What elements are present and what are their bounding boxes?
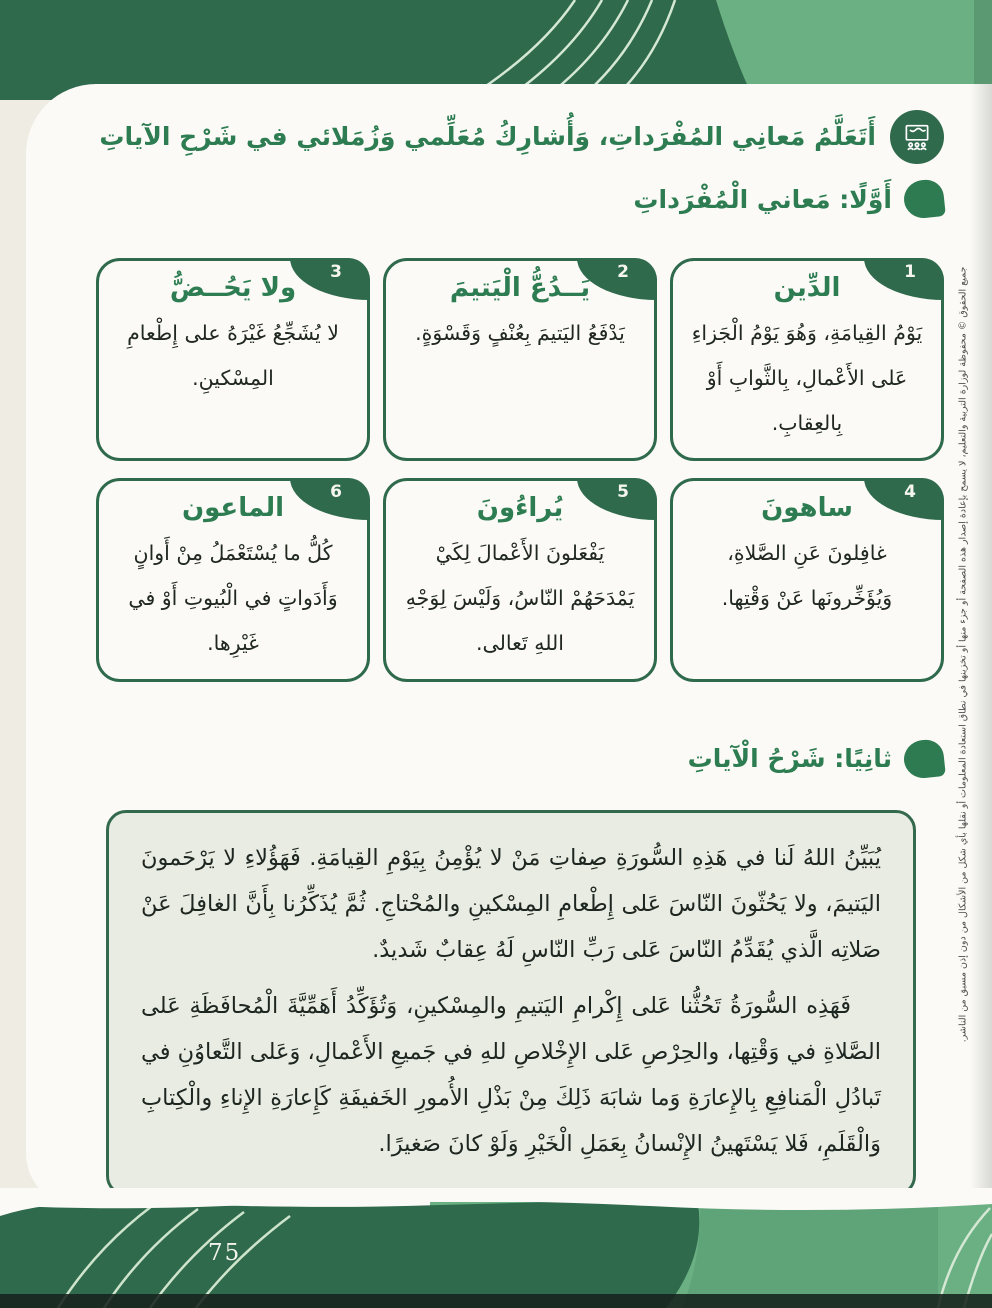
lesson-header xyxy=(96,110,944,164)
card-number: 6 xyxy=(330,482,342,503)
section1-heading-row xyxy=(96,180,944,218)
vocab-term: الماعون xyxy=(181,493,285,524)
bottom-decorative-band xyxy=(0,1188,992,1308)
vocab-term: يُراءُونَ xyxy=(476,493,564,524)
vocab-card-5 xyxy=(383,478,657,681)
vocab-definition: غافِلونَ عَنِ الصَّلاةِ، وَيُؤَخِّرونَها عَنْ وَقْتِها. xyxy=(721,541,893,611)
card-number: 4 xyxy=(904,482,916,503)
section2-heading-row xyxy=(96,740,944,778)
vocab-term: الدِّين xyxy=(773,273,841,303)
lesson-objective-title: أَتَعَلَّمُ مَعانِي المُفْرَداتِ، وَأُشارِكُ مُعَلِّمي وَزُمَلائي في شَرْحِ الآياتِ xyxy=(99,122,876,152)
vocab-term: ساهونَ xyxy=(761,493,853,524)
vocab-term: يَــدُعُّ الْيَتيمَ xyxy=(449,273,591,303)
vocab-card-4 xyxy=(670,478,944,681)
vocab-card-2 xyxy=(383,258,657,461)
leaf-bullet-icon xyxy=(902,738,946,780)
section2-heading: ثانِيًا: شَرْحُ الْآياتِ xyxy=(687,744,892,774)
page-number: 75 xyxy=(208,1240,242,1266)
section1-heading: أَوَّلًا: مَعاني الْمُفْرَداتِ xyxy=(633,184,892,214)
verses-explanation-box xyxy=(106,810,916,1197)
vocab-definition: لا يُشَجِّعُ غَيْرَهُ على إِطْعامِ المِسْكينِ. xyxy=(127,321,339,391)
vocab-definition: يَوْمُ القِيامَةِ، وَهُوَ يَوْمُ الْجَزاءِ عَلى الأَعْمالِ، بِالثَّوابِ أَوْ بِالعِقابِ. xyxy=(691,321,923,436)
card-number: 1 xyxy=(904,262,916,282)
page-body xyxy=(26,84,992,1208)
vocab-definition: يَفْعَلونَ الأَعْمالَ لِكَيْ يَمْدَحَهُمْ النّاسُ، وَلَيْسَ لِوَجْهِ اللهِ تَعالى. xyxy=(405,541,635,656)
vocab-card-6 xyxy=(96,478,370,681)
card-number: 3 xyxy=(330,262,342,282)
explanation-paragraph-2: فَهَذِه السُّورَةُ تَحُثُّنا عَلى إِكْرامِ اليَتيمِ والمِسْكينِ، وَتُؤَكِّدُ أَهَمِّيَّةَ الْمُحافَظَةِ عَلى الصَّلاةِ في وَقْتِها، والحِرْصِ عَلى الإِخْلاصِ للهِ في جَميعِ الأَعْمالِ، وَعَلى التَّعاوُنِ في تَبادُلِ الْمَنافِعِ بِالإِعارَةِ وَما شابَهَ ذَلِكَ مِنْ بَذْلِ الأُمورِ الخَفيفَةِ كَإِعارَةِ الإِناءِ والْكِتابِ وَالْقَلَمِ، فَلا يَسْتَهينُ الإِنْسانُ بِعَمَلِ الْخَيْرِ وَلَوْ كانَ صَغيرًا. xyxy=(141,992,881,1158)
vocab-card-1 xyxy=(670,258,944,461)
copyright-side-notice: جميع الحقوق © محفوظة لوزارة التربية والتعليم، لا يسمح بإعادة إصدار هذه الصفحة أو جزء منها أو تخزينها في نطاق استعادة المعلومات أو نقلها بأي شكل من الأشكال من دون إذن مسبق من الناشر. xyxy=(957,266,969,1043)
vocab-definition: يَدْفَعُ اليَتيمَ بِعُنْفٍ وَقَسْوَةٍ. xyxy=(415,321,625,345)
vocab-card-3 xyxy=(96,258,370,461)
card-number: 2 xyxy=(617,262,629,282)
vocab-definition: كُلُّ ما يُسْتَعْمَلُ مِنْ أَوانٍ وَأَدَواتٍ في الْبُيوتِ أَوْ في غَيْرِها. xyxy=(128,541,338,656)
classroom-board-icon xyxy=(890,110,944,164)
vocab-term: ولا يَحُــضُّ xyxy=(169,273,297,303)
explanation-paragraph-1: يُبَيِّنُ اللهُ لَنا في هَذِهِ السُّورَةِ صِفاتِ مَنْ لا يُؤْمِنُ بِيَوْمِ القِيامَةِ. فَهَؤُلاءِ لا يَرْحَمونَ اليَتيمَ، ولا يَحُثّونَ النّاسَ عَلى إِطْعامِ المِسْكينِ والمُحْتاجِ. ثُمَّ يُذَكِّرُنا بِأَنَّ الغافِلَ عَنْ صَلاتِه الَّذي يُقَدِّمُ النّاسَ عَلى رَبِّ النّاسِ لَهُ عِقابٌ شَديدٌ. xyxy=(141,844,881,963)
vocabulary-card-grid xyxy=(96,258,944,682)
card-number: 5 xyxy=(617,482,629,503)
leaf-bullet-icon xyxy=(902,178,946,220)
